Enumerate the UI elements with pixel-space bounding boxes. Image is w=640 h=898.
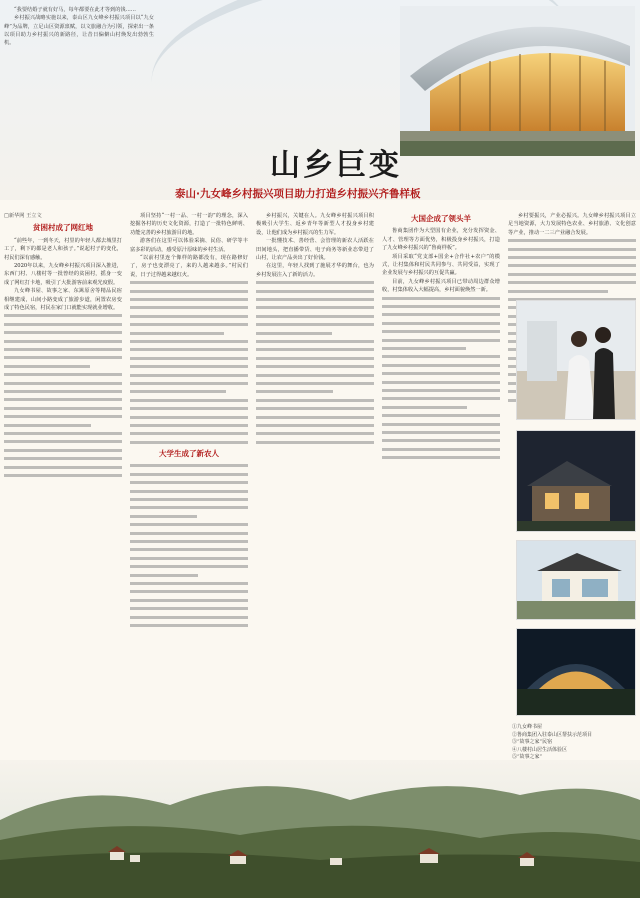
text-line-placeholder — [256, 355, 374, 363]
text-line-stroke — [130, 607, 248, 610]
text-line-stroke — [256, 399, 374, 402]
text-line-stroke — [382, 431, 500, 434]
text-line-stroke — [130, 532, 248, 535]
text-line-placeholder — [256, 279, 374, 287]
text-line-stroke — [256, 416, 374, 419]
text-line-stroke — [382, 456, 500, 459]
text-line-stroke — [256, 332, 332, 335]
text-line-stroke — [4, 382, 122, 385]
photo-caption: ④八楼村山居生活体验区 — [512, 746, 568, 753]
section-title: 大国企成了领头羊 — [411, 214, 471, 223]
text-line-placeholder — [256, 288, 374, 296]
text-line-placeholder — [4, 354, 122, 362]
text-line-stroke — [130, 281, 248, 284]
body-paragraph: 乡村要振兴，产业必振兴。九女峰乡村振兴项目立足当地资源，大力发展特色农业、乡村旅游、文化创意等产业，推动一二三产业融合发展。 — [508, 213, 636, 236]
body-paragraph: 乡村振兴，关键在人。九女峰乡村振兴项目积极吸引大学生、返乡青年等新型人才投身乡村建设，让他们成为乡村振兴的生力军。 — [256, 213, 374, 236]
text-line-placeholder — [256, 313, 374, 321]
text-line-placeholder — [256, 338, 374, 346]
text-line-stroke — [130, 424, 248, 427]
intro-text — [4, 6, 154, 47]
column-4 — [382, 212, 500, 716]
text-line-placeholder — [256, 304, 374, 312]
text-line-stroke — [130, 416, 248, 419]
section-title: 大学生成了新农人 — [159, 449, 219, 459]
text-line-placeholder — [130, 471, 248, 479]
text-line-placeholder — [130, 572, 248, 580]
text-line-placeholder — [4, 464, 122, 472]
text-line-stroke — [382, 389, 500, 392]
text-line-placeholder — [256, 422, 374, 430]
intro-paragraph: 乡村振兴战略实施以来，泰山区九女峰乡村振兴项目以“九女峰”为品牌，立足山区资源禀赋，以文旅融合为引领，探索出一条以项目助力乡村振兴的新路径，让昔日偏僻山村焕发出勃勃生机。 — [4, 15, 154, 47]
body-paragraph: 鲁商集团作为大型国有企业，充分发挥资金、人才、管理等方面优势，积极投身乡村振兴，打造了九女峰乡村振兴的“鲁商样板”。 — [382, 228, 500, 252]
text-line-placeholder — [130, 338, 248, 346]
text-line-placeholder — [382, 303, 500, 311]
text-line-placeholder — [382, 328, 500, 336]
text-line-stroke — [130, 374, 248, 377]
modern-villa-photo — [516, 540, 636, 620]
photo-captions — [512, 724, 636, 762]
text-line-placeholder — [508, 237, 636, 245]
text-line-stroke — [4, 424, 91, 427]
book-house-building-image — [400, 6, 635, 156]
text-line-stroke — [4, 340, 122, 343]
text-line-stroke — [256, 281, 374, 284]
text-line-stroke — [508, 239, 636, 242]
text-line-placeholder — [130, 321, 248, 329]
text-line-placeholder — [382, 320, 500, 328]
text-line-placeholder — [130, 605, 248, 613]
text-line-stroke — [130, 464, 248, 467]
text-line-stroke — [4, 466, 122, 469]
text-line-placeholder — [256, 380, 374, 388]
text-line-stroke — [130, 490, 248, 493]
text-line-placeholder — [382, 454, 500, 462]
text-line-stroke — [4, 398, 122, 401]
text-line-stroke — [130, 574, 198, 577]
text-line-stroke — [130, 582, 248, 585]
body-paragraph: 在这里，年轻人找到了施展才华的舞台，也为乡村发展注入了新的活力。 — [256, 263, 374, 278]
text-line-stroke — [256, 365, 374, 368]
text-line-placeholder — [4, 380, 122, 388]
text-line-placeholder — [130, 304, 248, 312]
text-line-placeholder — [508, 288, 636, 296]
text-line-placeholder — [4, 447, 122, 455]
text-line-stroke — [130, 357, 248, 360]
text-line-placeholder — [256, 414, 374, 422]
text-line-placeholder — [4, 405, 122, 413]
text-line-placeholder — [130, 346, 248, 354]
text-line-stroke — [382, 330, 500, 333]
text-filler — [382, 295, 500, 463]
text-line-placeholder — [382, 404, 500, 412]
text-line-placeholder — [382, 295, 500, 303]
body-paragraph: “前些年，一到冬天，村里的年轻人都去城里打工了，剩下的都是老人和孩子。”说起村子的变化，村民们深有感触。 — [4, 237, 122, 261]
text-line-stroke — [382, 355, 500, 358]
text-line-stroke — [508, 264, 636, 267]
body-paragraph: 项目坚持“一村一品、一村一韵”的理念，深入挖掘各村的历史文化资源，打造了一批特色鲜明、功能完善的乡村旅游目的地。 — [130, 213, 248, 236]
text-line-stroke — [130, 407, 248, 410]
text-line-placeholder — [4, 371, 122, 379]
byline: □新华网 王立文 — [4, 213, 42, 219]
text-line-stroke — [4, 415, 122, 418]
text-line-stroke — [130, 590, 248, 593]
text-line-stroke — [256, 432, 374, 435]
body-paragraph: 九女峰书屋、故事之家、东篱原舍等精品民宿相继建成，山间小路变成了旅游步道，闲置农房变成了特色民宿，村民在家门口就能实现就业增收。 — [4, 288, 122, 312]
body-paragraph: 目前，九女峰乡村振兴项目已带动周边群众增收，村集体收入大幅提高，乡村面貌焕然一新。 — [382, 278, 500, 294]
text-line-stroke — [256, 424, 374, 427]
text-line-stroke — [256, 382, 374, 385]
text-line-placeholder — [130, 288, 248, 296]
text-line-placeholder — [130, 422, 248, 430]
text-line-placeholder — [130, 330, 248, 338]
text-line-stroke — [508, 290, 608, 293]
text-line-stroke — [130, 365, 248, 368]
text-line-placeholder — [256, 321, 374, 329]
text-line-stroke — [382, 364, 500, 367]
text-line-placeholder — [256, 405, 374, 413]
text-line-placeholder — [130, 397, 248, 405]
text-line-stroke — [508, 248, 636, 251]
text-line-placeholder — [130, 538, 248, 546]
text-line-placeholder — [130, 296, 248, 304]
text-line-placeholder — [130, 521, 248, 529]
text-line-stroke — [130, 548, 248, 551]
text-line-placeholder — [382, 337, 500, 345]
text-line-stroke — [382, 313, 500, 316]
text-line-stroke — [4, 373, 122, 376]
text-line-placeholder — [130, 430, 248, 438]
text-line-placeholder — [4, 472, 122, 480]
text-line-stroke — [382, 397, 500, 400]
text-line-placeholder — [382, 437, 500, 445]
column-1 — [4, 212, 122, 716]
text-line-stroke — [382, 439, 500, 442]
text-line-stroke — [4, 457, 122, 460]
text-line-stroke — [382, 372, 500, 375]
text-line-placeholder — [4, 338, 122, 346]
intro-paragraph: “我要结婚子就有好马，每年都要在此才等到的钱…… — [14, 7, 136, 13]
text-line-placeholder — [382, 429, 500, 437]
text-line-stroke — [130, 348, 248, 351]
text-line-placeholder — [130, 563, 248, 571]
page-subheadline: 泰山·九女峰乡村振兴项目助力打造乡村振兴齐鲁样板 — [175, 188, 421, 200]
text-line-placeholder — [382, 353, 500, 361]
text-line-placeholder — [4, 430, 122, 438]
text-line-placeholder — [382, 387, 500, 395]
text-line-placeholder — [508, 246, 636, 254]
text-line-placeholder — [4, 413, 122, 421]
text-line-stroke — [130, 498, 248, 501]
text-line-stroke — [4, 331, 122, 334]
photo-caption: ⑤“故事之家” — [512, 754, 543, 760]
text-line-stroke — [508, 256, 636, 259]
text-line-placeholder — [130, 462, 248, 470]
text-line-stroke — [130, 432, 248, 435]
text-line-stroke — [4, 432, 122, 435]
text-line-placeholder — [130, 313, 248, 321]
text-line-stroke — [256, 348, 374, 351]
body-paragraph: “以前村里连个像样的路都没有，现在路修好了，房子也变漂亮了，来的人越来越多。”村民们说，日子过得越来越红火。 — [130, 255, 248, 278]
text-line-stroke — [130, 323, 248, 326]
text-line-placeholder — [382, 421, 500, 429]
text-line-stroke — [130, 557, 248, 560]
text-line-placeholder — [382, 446, 500, 454]
text-line-placeholder — [130, 279, 248, 287]
text-line-stroke — [4, 365, 90, 368]
text-line-placeholder — [4, 422, 122, 430]
text-line-stroke — [130, 624, 248, 627]
text-line-stroke — [130, 481, 248, 484]
text-line-placeholder — [382, 395, 500, 403]
body-paragraph: 项目采取“党支部+国企+合作社+农户”的模式，让村集体和村民共同参与、共同受益，实现了企业发展与乡村振兴的互促共赢。 — [382, 253, 500, 277]
text-line-stroke — [382, 448, 500, 451]
text-line-stroke — [4, 314, 122, 317]
text-line-stroke — [382, 322, 500, 325]
text-line-placeholder — [130, 588, 248, 596]
text-line-stroke — [508, 281, 636, 284]
text-line-placeholder — [256, 388, 374, 396]
text-line-stroke — [256, 407, 374, 410]
text-line-stroke — [130, 599, 248, 602]
text-line-placeholder — [130, 405, 248, 413]
text-line-placeholder — [4, 388, 122, 396]
text-line-stroke — [382, 423, 500, 426]
text-line-placeholder — [4, 346, 122, 354]
text-line-stroke — [256, 306, 374, 309]
text-line-stroke — [130, 315, 248, 318]
text-line-stroke — [130, 382, 248, 385]
body-paragraph: 一批懂技术、善经营、会管理的新农人活跃在田间地头，把直播带货、电子商务等新业态带进了山村，让农产品卖出了好价钱。 — [256, 238, 374, 262]
text-line-stroke — [256, 340, 374, 343]
text-line-placeholder — [382, 379, 500, 387]
text-line-placeholder — [4, 438, 122, 446]
text-line-placeholder — [130, 388, 248, 396]
text-line-stroke — [4, 474, 122, 477]
text-line-stroke — [130, 616, 248, 619]
text-line-stroke — [130, 340, 248, 343]
column-2 — [130, 212, 248, 716]
text-line-stroke — [256, 323, 374, 326]
text-line-stroke — [130, 506, 248, 509]
text-line-placeholder — [130, 414, 248, 422]
text-line-stroke — [382, 297, 500, 300]
section-title: 贫困村成了网红地 — [33, 223, 93, 233]
text-line-placeholder — [130, 597, 248, 605]
photo-caption: ①九女峰书屋 — [512, 724, 543, 730]
text-line-stroke — [382, 339, 500, 342]
text-line-stroke — [256, 315, 374, 318]
text-line-placeholder — [130, 479, 248, 487]
text-line-placeholder — [130, 439, 248, 447]
text-line-stroke — [256, 290, 374, 293]
text-line-placeholder — [256, 430, 374, 438]
text-line-placeholder — [130, 496, 248, 504]
text-line-placeholder — [4, 396, 122, 404]
text-line-stroke — [130, 332, 224, 335]
text-line-placeholder — [130, 555, 248, 563]
text-line-stroke — [382, 406, 467, 409]
text-line-placeholder — [130, 513, 248, 521]
stone-house-night-photo — [516, 430, 636, 532]
text-line-placeholder — [4, 312, 122, 320]
photo-caption: ③“故事之家”民宿 — [512, 739, 553, 745]
column-3 — [256, 212, 374, 716]
text-line-placeholder — [4, 329, 122, 337]
text-line-placeholder — [382, 345, 500, 353]
photo-caption: ②鲁商集团入驻泰山区帮扶示范项目 — [512, 731, 593, 738]
text-line-placeholder — [130, 372, 248, 380]
text-filler — [256, 279, 374, 447]
text-filler — [4, 312, 122, 480]
text-line-stroke — [130, 290, 248, 293]
text-filler — [130, 462, 248, 630]
text-line-stroke — [4, 323, 122, 326]
text-line-placeholder — [130, 580, 248, 588]
text-line-placeholder — [508, 271, 636, 279]
text-line-placeholder — [256, 372, 374, 380]
hero-banner — [0, 0, 640, 200]
text-line-placeholder — [130, 504, 248, 512]
text-line-placeholder — [256, 363, 374, 371]
text-line-placeholder — [508, 262, 636, 270]
text-line-placeholder — [4, 455, 122, 463]
text-line-placeholder — [256, 296, 374, 304]
text-line-placeholder — [130, 546, 248, 554]
text-line-stroke — [130, 390, 226, 393]
text-line-placeholder — [382, 370, 500, 378]
text-line-placeholder — [256, 330, 374, 338]
text-line-stroke — [256, 441, 374, 444]
text-line-placeholder — [130, 530, 248, 538]
text-line-stroke — [4, 348, 122, 351]
text-line-stroke — [130, 306, 248, 309]
wedding-couple-photo — [516, 300, 636, 420]
text-line-placeholder — [382, 362, 500, 370]
text-line-stroke — [4, 440, 122, 443]
text-line-placeholder — [130, 363, 248, 371]
text-line-placeholder — [130, 355, 248, 363]
text-line-stroke — [382, 347, 466, 350]
text-line-stroke — [256, 390, 333, 393]
text-line-placeholder — [256, 439, 374, 447]
text-filler — [130, 279, 248, 447]
mountain-village-panorama — [0, 760, 640, 898]
text-line-stroke — [4, 390, 122, 393]
text-line-placeholder — [130, 488, 248, 496]
text-line-stroke — [130, 515, 197, 518]
text-line-placeholder — [130, 380, 248, 388]
text-line-placeholder — [508, 254, 636, 262]
text-line-stroke — [382, 305, 500, 308]
text-line-placeholder — [508, 279, 636, 287]
text-line-placeholder — [256, 346, 374, 354]
glass-pavilion-photo — [516, 628, 636, 716]
text-line-stroke — [4, 356, 122, 359]
text-line-stroke — [130, 298, 248, 301]
text-line-stroke — [130, 399, 248, 402]
text-line-placeholder — [4, 363, 122, 371]
text-line-placeholder — [256, 397, 374, 405]
text-line-placeholder — [130, 614, 248, 622]
text-line-stroke — [382, 381, 500, 384]
text-line-stroke — [4, 407, 122, 410]
text-line-stroke — [382, 414, 500, 417]
text-line-stroke — [130, 523, 248, 526]
text-line-placeholder — [130, 622, 248, 630]
text-line-stroke — [130, 565, 248, 568]
text-line-stroke — [508, 273, 636, 276]
text-line-stroke — [256, 374, 374, 377]
page-headline: 山乡巨变 — [270, 148, 402, 183]
text-line-stroke — [256, 298, 374, 301]
text-line-placeholder — [382, 412, 500, 420]
body-paragraph: 2020年以来，九女峰乡村振兴项目深入推进，东西门村、八楼村等一批曾经的贫困村，摇身一变成了网红打卡地，吸引了大批游客前来观光度假。 — [4, 263, 122, 286]
text-line-placeholder — [382, 311, 500, 319]
text-line-stroke — [130, 473, 248, 476]
text-line-stroke — [4, 449, 122, 452]
text-line-stroke — [256, 357, 374, 360]
body-paragraph: 游客们在这里可以体验采摘、民俗、研学等丰富多彩的活动，感受原汁原味的乡村生活。 — [130, 238, 248, 253]
text-line-placeholder — [4, 321, 122, 329]
text-line-stroke — [130, 441, 248, 444]
text-line-stroke — [130, 540, 248, 543]
